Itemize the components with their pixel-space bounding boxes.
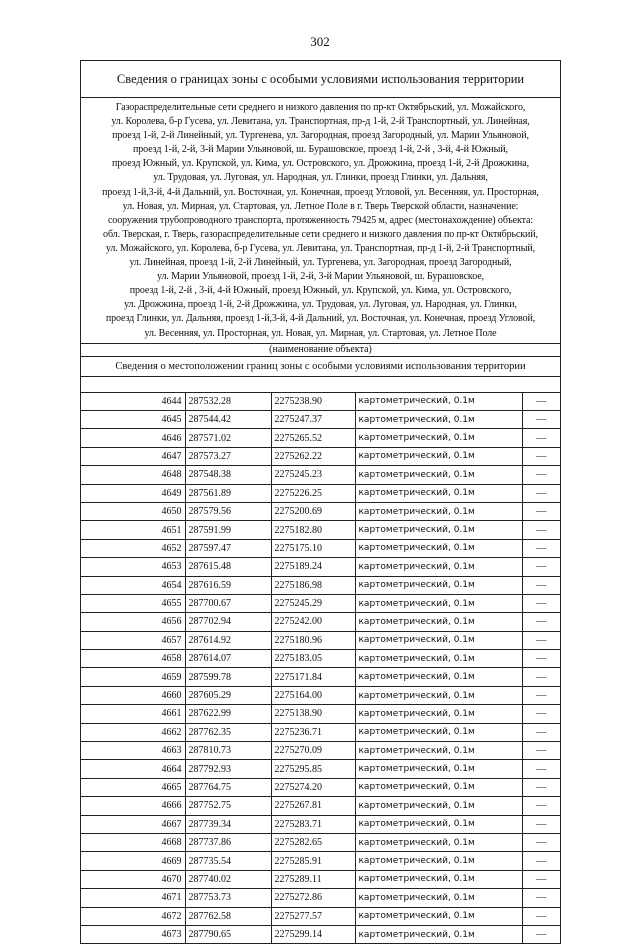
description-line: проезд 1-й, 2-й, 3-й Марии Ульяновой, ш. Бурашовское, проезд 1-й, 2-й , 3-й, 4-й Южный,	[133, 144, 508, 156]
x-coordinate-cell: 287764.75	[185, 778, 271, 796]
description-line: сооружения трубопроводного транспорта, протяженность 79425 м, адрес (местонахождение) объекта:	[107, 214, 534, 226]
x-coordinate-cell: 287616.59	[185, 576, 271, 594]
y-coordinate-cell: 2275171.84	[271, 668, 355, 686]
table-row	[81, 429, 560, 447]
table-row	[81, 797, 560, 815]
x-coordinate-cell: 287605.29	[185, 686, 271, 704]
x-coordinate-cell: 287753.73	[185, 889, 271, 907]
y-coordinate-cell: 2275272.86	[271, 889, 355, 907]
point-number-cell: 4667	[81, 815, 185, 833]
x-coordinate-cell: 287599.78	[185, 668, 271, 686]
coordinates-table	[81, 392, 560, 944]
note-cell: —	[522, 870, 560, 888]
table-row	[81, 594, 560, 612]
method-cell: картометрический, 0.1м	[355, 907, 522, 925]
y-coordinate-cell: 2275238.90	[271, 392, 355, 410]
description-line: ул. Линейная, проезд 1-й, 2-й Линейный, ул. Тургенева, ул. Загородная, проезд Загородный,	[129, 257, 512, 269]
x-coordinate-cell: 287615.48	[185, 558, 271, 576]
note-cell: —	[522, 631, 560, 649]
x-coordinate-cell: 287790.65	[185, 925, 271, 943]
table-row	[81, 410, 560, 428]
note-cell: —	[522, 650, 560, 668]
point-number-cell: 4650	[81, 502, 185, 520]
y-coordinate-cell: 2275299.14	[271, 925, 355, 943]
point-number-cell: 4651	[81, 521, 185, 539]
point-number-cell: 4647	[81, 447, 185, 465]
point-number-cell: 4660	[81, 686, 185, 704]
note-cell: —	[522, 576, 560, 594]
table-row	[81, 870, 560, 888]
note-cell: —	[522, 925, 560, 943]
method-cell: картометрический, 0.1м	[355, 815, 522, 833]
x-coordinate-cell: 287622.99	[185, 705, 271, 723]
note-cell: —	[522, 852, 560, 870]
table-row	[81, 907, 560, 925]
table-row	[81, 705, 560, 723]
point-number-cell: 4653	[81, 558, 185, 576]
table-row	[81, 852, 560, 870]
note-cell: —	[522, 686, 560, 704]
x-coordinate-cell: 287762.58	[185, 907, 271, 925]
x-coordinate-cell: 287614.07	[185, 650, 271, 668]
method-cell: картометрический, 0.1м	[355, 484, 522, 502]
point-number-cell: 4669	[81, 852, 185, 870]
y-coordinate-cell: 2275274.20	[271, 778, 355, 796]
method-cell: картометрический, 0.1м	[355, 650, 522, 668]
method-cell: картометрический, 0.1м	[355, 558, 522, 576]
y-coordinate-cell: 2275245.29	[271, 594, 355, 612]
method-cell: картометрический, 0.1м	[355, 889, 522, 907]
point-number-cell: 4644	[81, 392, 185, 410]
y-coordinate-cell: 2275289.11	[271, 870, 355, 888]
description-line: ул. Новая, ул. Мирная, ул. Стартовая, ул. Летное Поле в г. Тверь Тверской области, назначение:	[122, 200, 519, 212]
x-coordinate-cell: 287735.54	[185, 852, 271, 870]
point-number-cell: 4662	[81, 723, 185, 741]
description-line: ул. Дрожжина, проезд 1-й, 2-й Дрожжина, ул. Трудовая, ул. Луговая, ул. Народная, ул. Глинки,	[124, 299, 517, 311]
page-number: 302	[310, 34, 330, 49]
x-coordinate-cell: 287702.94	[185, 613, 271, 631]
note-cell: —	[522, 815, 560, 833]
note-cell: —	[522, 484, 560, 502]
x-coordinate-cell: 287579.56	[185, 502, 271, 520]
table-row	[81, 778, 560, 796]
note-cell: —	[522, 466, 560, 484]
table-row	[81, 686, 560, 704]
note-cell: —	[522, 594, 560, 612]
description-line: обл. Тверская, г. Тверь, газораспределительные сети среднего и низкого давления по пр-кт Октябрьский,	[103, 228, 538, 240]
point-number-cell: 4658	[81, 650, 185, 668]
y-coordinate-cell: 2275282.65	[271, 833, 355, 851]
point-number-cell: 4652	[81, 539, 185, 557]
table-row	[81, 539, 560, 557]
x-coordinate-cell: 287737.86	[185, 833, 271, 851]
point-number-cell: 4668	[81, 833, 185, 851]
table-row	[81, 502, 560, 520]
y-coordinate-cell: 2275245.23	[271, 466, 355, 484]
method-cell: картометрический, 0.1м	[355, 594, 522, 612]
y-coordinate-cell: 2275247.37	[271, 410, 355, 428]
x-coordinate-cell: 287792.93	[185, 760, 271, 778]
y-coordinate-cell: 2275182.80	[271, 521, 355, 539]
table-row	[81, 558, 560, 576]
note-cell: —	[522, 429, 560, 447]
note-cell: —	[522, 705, 560, 723]
zone-boundaries-frame	[80, 60, 561, 944]
table-row	[81, 466, 560, 484]
y-coordinate-cell: 2275183.05	[271, 650, 355, 668]
method-cell: картометрический, 0.1м	[355, 852, 522, 870]
y-coordinate-cell: 2275285.91	[271, 852, 355, 870]
description-line: ул. Королева, б-р Гусева, ул. Левитана, ул. Транспортная, пр-д 1-й, 2-й Транспортный, ул. Линейная,	[111, 116, 530, 128]
note-cell: —	[522, 778, 560, 796]
method-cell: картометрический, 0.1м	[355, 447, 522, 465]
description-line: ул. Весенняя, ул. Просторная, ул. Новая, ул. Мирная, ул. Стартовая, ул. Летное Поле	[144, 327, 497, 339]
x-coordinate-cell: 287591.99	[185, 521, 271, 539]
point-number-cell: 4659	[81, 668, 185, 686]
table-row	[81, 833, 560, 851]
x-coordinate-cell: 287571.02	[185, 429, 271, 447]
note-cell: —	[522, 797, 560, 815]
y-coordinate-cell: 2275189.24	[271, 558, 355, 576]
y-coordinate-cell: 2275267.81	[271, 797, 355, 815]
note-cell: —	[522, 907, 560, 925]
x-coordinate-cell: 287740.02	[185, 870, 271, 888]
point-number-cell: 4665	[81, 778, 185, 796]
y-coordinate-cell: 2275283.71	[271, 815, 355, 833]
table-row	[81, 815, 560, 833]
method-cell: картометрический, 0.1м	[355, 705, 522, 723]
note-cell: —	[522, 742, 560, 760]
y-coordinate-cell: 2275295.85	[271, 760, 355, 778]
y-coordinate-cell: 2275200.69	[271, 502, 355, 520]
y-coordinate-cell: 2275138.90	[271, 705, 355, 723]
x-coordinate-cell: 287544.42	[185, 410, 271, 428]
x-coordinate-cell: 287532.28	[185, 392, 271, 410]
x-coordinate-cell: 287739.34	[185, 815, 271, 833]
note-cell: —	[522, 410, 560, 428]
table-row	[81, 521, 560, 539]
object-name-caption: (наименование объекта)	[81, 343, 560, 356]
note-cell: —	[522, 723, 560, 741]
description-line: проезд Глинки, ул. Дальняя, проезд 1-й,3-й, 4-й Дальний, ул. Восточная, ул. Конечная, проезд Угловой,	[105, 313, 536, 325]
y-coordinate-cell: 2275242.00	[271, 613, 355, 631]
method-cell: картометрический, 0.1м	[355, 429, 522, 447]
x-coordinate-cell: 287597.47	[185, 539, 271, 557]
y-coordinate-cell: 2275175.10	[271, 539, 355, 557]
note-cell: —	[522, 889, 560, 907]
point-number-cell: 4648	[81, 466, 185, 484]
note-cell: —	[522, 521, 560, 539]
y-coordinate-cell: 2275186.98	[271, 576, 355, 594]
point-number-cell: 4663	[81, 742, 185, 760]
method-cell: картометрический, 0.1м	[355, 778, 522, 796]
point-number-cell: 4649	[81, 484, 185, 502]
x-coordinate-cell: 287573.27	[185, 447, 271, 465]
y-coordinate-cell: 2275180.96	[271, 631, 355, 649]
y-coordinate-cell: 2275262.22	[271, 447, 355, 465]
table-row	[81, 889, 560, 907]
description-line: ул. Трудовая, ул. Луговая, ул. Народная, ул. Глинки, проезд Глинки, ул. Дальняя,	[153, 172, 488, 184]
table-row	[81, 392, 560, 410]
table-row	[81, 925, 560, 943]
method-cell: картометрический, 0.1м	[355, 760, 522, 778]
note-cell: —	[522, 833, 560, 851]
description-line: проезд Южный, ул. Крупской, ул. Кима, ул. Островского, ул. Дрожжина, проезд 1-й, 2-й Дрожжина,	[112, 158, 529, 170]
method-cell: картометрический, 0.1м	[355, 502, 522, 520]
method-cell: картометрический, 0.1м	[355, 539, 522, 557]
table-row	[81, 484, 560, 502]
table-row	[81, 668, 560, 686]
description-line: ул. Марии Ульяновой, проезд 1-й, 2-й, 3-й Марии Ульяновой, ш. Бурашовское,	[157, 271, 484, 283]
x-coordinate-cell: 287762.35	[185, 723, 271, 741]
point-number-cell: 4654	[81, 576, 185, 594]
point-number-cell: 4655	[81, 594, 185, 612]
description-line: проезд 1-й, 2-й , 3-й, 4-й Южный, проезд Южный, ул. Крупской, ул. Кима, ул. Островского,	[129, 285, 512, 297]
note-cell: —	[522, 668, 560, 686]
method-cell: картометрический, 0.1м	[355, 686, 522, 704]
method-cell: картометрический, 0.1м	[355, 797, 522, 815]
point-number-cell: 4645	[81, 410, 185, 428]
x-coordinate-cell: 287810.73	[185, 742, 271, 760]
method-cell: картометрический, 0.1м	[355, 466, 522, 484]
object-description	[81, 98, 560, 343]
table-row	[81, 631, 560, 649]
table-row	[81, 613, 560, 631]
point-number-cell: 4670	[81, 870, 185, 888]
method-cell: картометрический, 0.1м	[355, 870, 522, 888]
description-line: проезд 1-й,3-й, 4-й Дальний, ул. Восточная, ул. Конечная, проезд Угловой, ул. Весенняя, ул. Просторная,	[102, 186, 539, 198]
y-coordinate-cell: 2275277.57	[271, 907, 355, 925]
note-cell: —	[522, 558, 560, 576]
table-header-gap	[81, 376, 560, 392]
note-cell: —	[522, 502, 560, 520]
location-section-title: Сведения о местоположении границ зоны с особыми условиями использования территории	[81, 356, 560, 376]
description-line: Газораспределительные сети среднего и низкого давления по пр-кт Октябрьский, ул. Можайского,	[115, 102, 526, 113]
y-coordinate-cell: 2275226.25	[271, 484, 355, 502]
y-coordinate-cell: 2275236.71	[271, 723, 355, 741]
point-number-cell: 4672	[81, 907, 185, 925]
point-number-cell: 4646	[81, 429, 185, 447]
method-cell: картометрический, 0.1м	[355, 521, 522, 539]
method-cell: картометрический, 0.1м	[355, 410, 522, 428]
point-number-cell: 4673	[81, 925, 185, 943]
table-row	[81, 742, 560, 760]
method-cell: картометрический, 0.1м	[355, 392, 522, 410]
x-coordinate-cell: 287548.38	[185, 466, 271, 484]
point-number-cell: 4656	[81, 613, 185, 631]
x-coordinate-cell: 287700.67	[185, 594, 271, 612]
table-row	[81, 447, 560, 465]
method-cell: картометрический, 0.1м	[355, 668, 522, 686]
point-number-cell: 4664	[81, 760, 185, 778]
method-cell: картометрический, 0.1м	[355, 742, 522, 760]
x-coordinate-cell: 287752.75	[185, 797, 271, 815]
point-number-cell: 4666	[81, 797, 185, 815]
method-cell: картометрический, 0.1м	[355, 576, 522, 594]
note-cell: —	[522, 613, 560, 631]
table-row	[81, 576, 560, 594]
table-row	[81, 650, 560, 668]
point-number-cell: 4657	[81, 631, 185, 649]
note-cell: —	[522, 392, 560, 410]
method-cell: картометрический, 0.1м	[355, 833, 522, 851]
table-row	[81, 760, 560, 778]
method-cell: картометрический, 0.1м	[355, 631, 522, 649]
description-line: проезд 1-й, 2-й Линейный, ул. Тургенева, ул. Загородная, проезд Загородный, ул. Марии Ульяновой,	[112, 130, 529, 142]
y-coordinate-cell: 2275265.52	[271, 429, 355, 447]
y-coordinate-cell: 2275270.09	[271, 742, 355, 760]
note-cell: —	[522, 539, 560, 557]
point-number-cell: 4671	[81, 889, 185, 907]
method-cell: картометрический, 0.1м	[355, 925, 522, 943]
x-coordinate-cell: 287614.92	[185, 631, 271, 649]
description-line: ул. Можайского, ул. Королева, б-р Гусева, ул. Левитана, ул. Транспортная, пр-д 1-й, 2-й Транспортный,	[105, 242, 536, 254]
x-coordinate-cell: 287561.89	[185, 484, 271, 502]
point-number-cell: 4661	[81, 705, 185, 723]
section-title: Сведения о границах зоны с особыми условиями использования территории	[81, 61, 560, 98]
method-cell: картометрический, 0.1м	[355, 723, 522, 741]
table-row	[81, 723, 560, 741]
method-cell: картометрический, 0.1м	[355, 613, 522, 631]
y-coordinate-cell: 2275164.00	[271, 686, 355, 704]
note-cell: —	[522, 760, 560, 778]
note-cell: —	[522, 447, 560, 465]
